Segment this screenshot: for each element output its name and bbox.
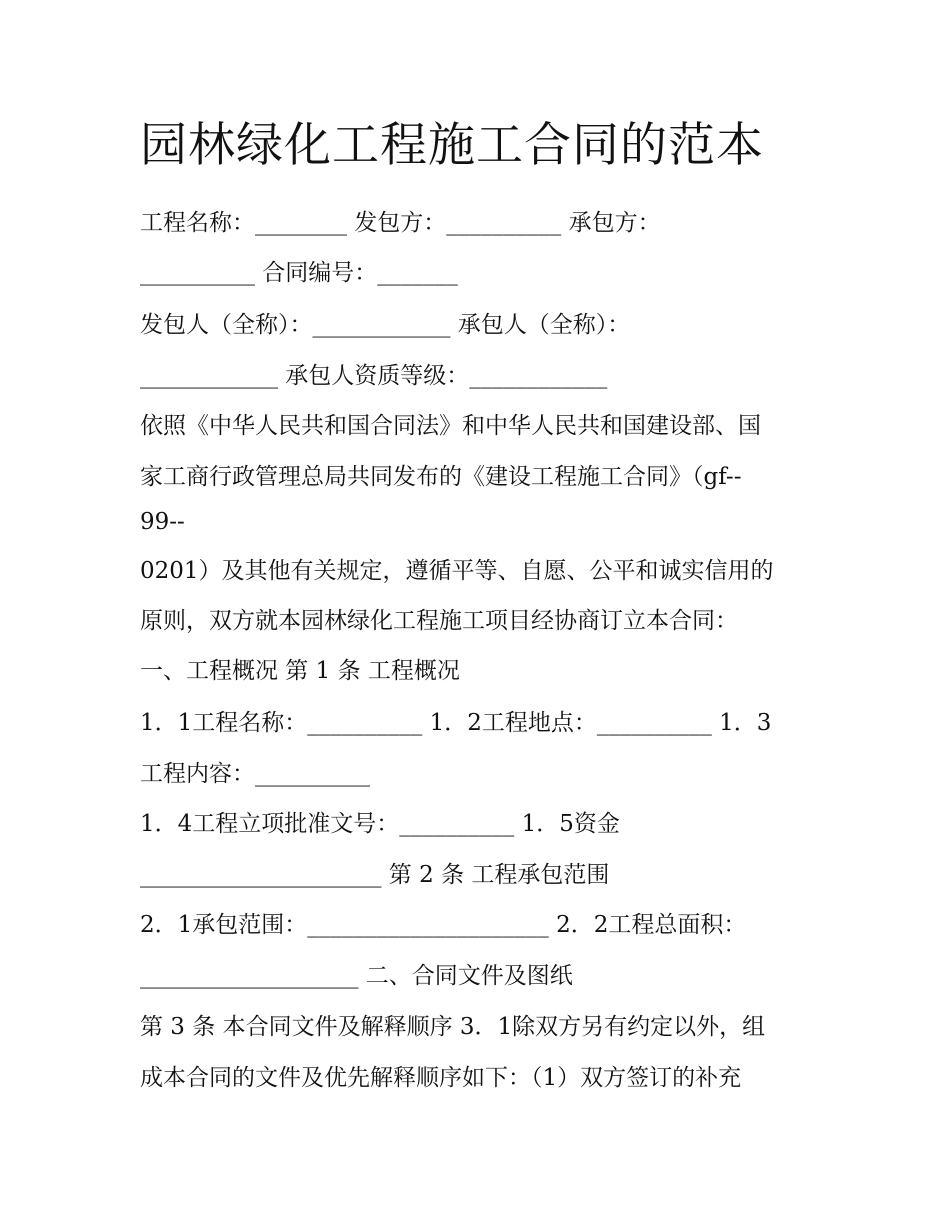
paragraph-line: 依照《中华人民共和国合同法》和中华人民共和国建设部、国: [140, 413, 761, 439]
paragraph-line: 原则，双方就本园林绿化工程施工项目经协商订立本合同：: [140, 608, 738, 634]
paragraph-line: _____________________ 第 2 条 工程承包范围: [140, 862, 610, 888]
paragraph-line: 2．1承包范围：_____________________ 2．2工程总面积：: [140, 912, 747, 938]
paragraph-line: __________ 合同编号：_______: [140, 260, 458, 286]
paragraph-line: 1．4工程立项批准文号：__________ 1．5资金: [140, 811, 620, 837]
paragraph-line: 工程内容：__________: [140, 761, 370, 787]
paragraph-line: 家工商行政管理总局共同发布的《建设工程施工合同》（gf--: [140, 464, 742, 490]
paragraph-line: 第 3 条 本合同文件及解释顺序 3．1除双方另有约定以外，组: [140, 1014, 766, 1040]
section-heading: 一、工程概况 第 1 条 工程概况: [140, 658, 460, 684]
paragraph-line: 1．1工程名称：__________ 1．2工程地点：__________ 1．3: [140, 710, 772, 736]
document-title: 园林绿化工程施工合同的范本: [140, 118, 764, 173]
paragraph-line: 0201）及其他有关规定，遵循平等、自愿、公平和诚实信用的: [140, 558, 774, 584]
paragraph-line: 工程名称：________ 发包方：__________ 承包方：: [140, 210, 661, 236]
paragraph-line: ___________________ 二、合同文件及图纸: [140, 963, 573, 989]
paragraph-line: 成本合同的文件及优先解释顺序如下：（1）双方签订的补充: [140, 1065, 742, 1091]
paragraph-line: 99--: [140, 509, 185, 535]
paragraph-line: ____________ 承包人资质等级：____________: [140, 363, 608, 389]
paragraph-line: 发包人（全称）：____________ 承包人（全称）：: [140, 312, 631, 338]
